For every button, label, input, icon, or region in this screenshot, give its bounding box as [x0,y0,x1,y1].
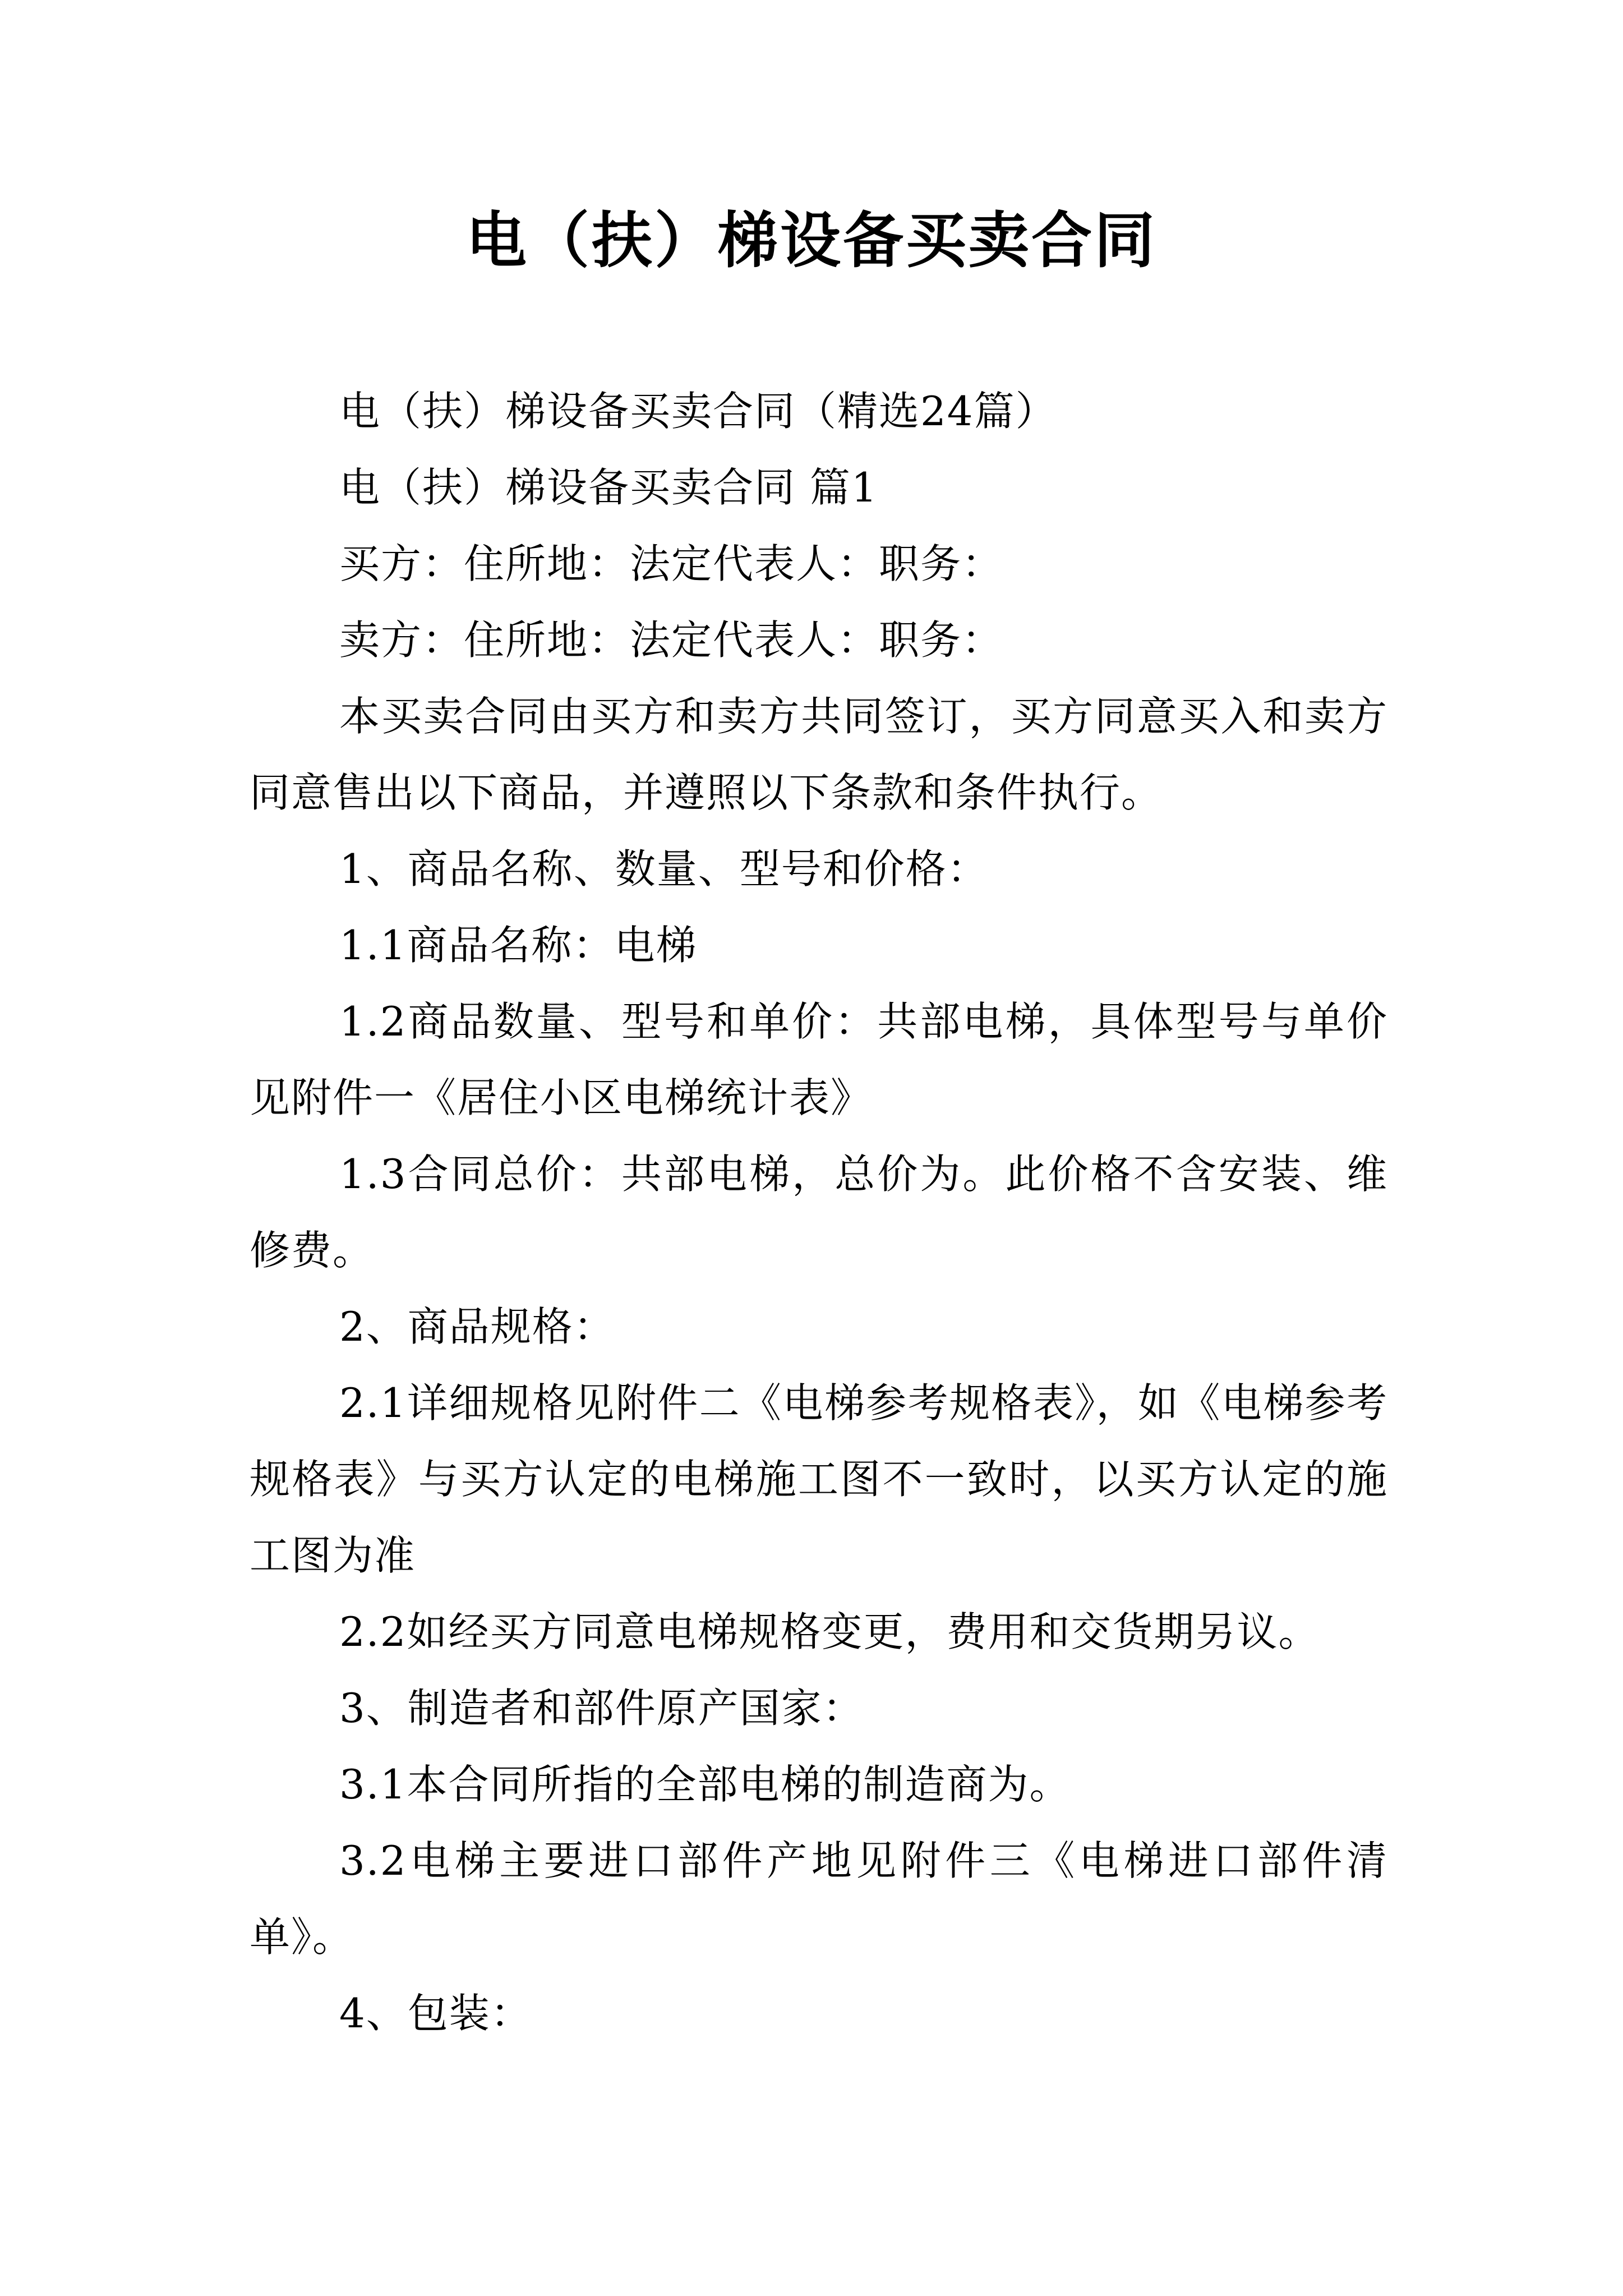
paragraph-section-heading: 电（扶）梯设备买卖合同 篇1 [339,464,878,511]
document-title: 电（扶）梯设备买卖合同 [465,206,1157,276]
paragraph-clause-3-1: 3.1本合同所指的全部电梯的制造商为。 [339,1761,1071,1808]
paragraph-clause-2-1: 2.1详细规格见附件二《电梯参考规格表》，如《电梯参考规格表》与买方认定的电梯施工图不一致时，以买方认定的施工图为准 [250,1379,1388,1579]
paragraph-clause-1-3: 1.3合同总价：共部电梯，总价为。此价格不含安装、维修费。 [250,1151,1388,1274]
paragraph-seller: 卖方：住所地：法定代表人：职务： [339,616,1004,664]
paragraph-clause-3: 3、制造者和部件原产国家： [339,1685,864,1732]
paragraph-clause-2-2: 2.2如经买方同意电梯规格变更，费用和交货期另议。 [339,1608,1320,1655]
paragraph-intro: 本买卖合同由买方和卖方共同签订，买方同意买入和卖方同意售出以下商品，并遵照以下条款和条件执行。 [250,693,1388,816]
paragraph-clause-3-2: 3.2电梯主要进口部件产地见附件三《电梯进口部件清单》。 [250,1837,1388,1961]
document-body [250,373,1388,2051]
paragraph-clause-4: 4、包装： [339,1990,532,2037]
paragraph-clause-1-2: 1.2商品数量、型号和单价：共部电梯，具体型号与单价见附件一《居住小区电梯统计表》 [250,998,1388,1121]
paragraph-buyer: 买方：住所地：法定代表人：职务： [339,540,1004,587]
paragraph-subtitle: 电（扶）梯设备买卖合同（精选24篇） [339,388,1057,435]
paragraph-clause-1-1: 1.1商品名称：电梯 [339,922,698,969]
paragraph-clause-1: 1、商品名称、数量、型号和价格： [339,845,989,892]
paragraph-clause-2: 2、商品规格： [339,1303,615,1350]
